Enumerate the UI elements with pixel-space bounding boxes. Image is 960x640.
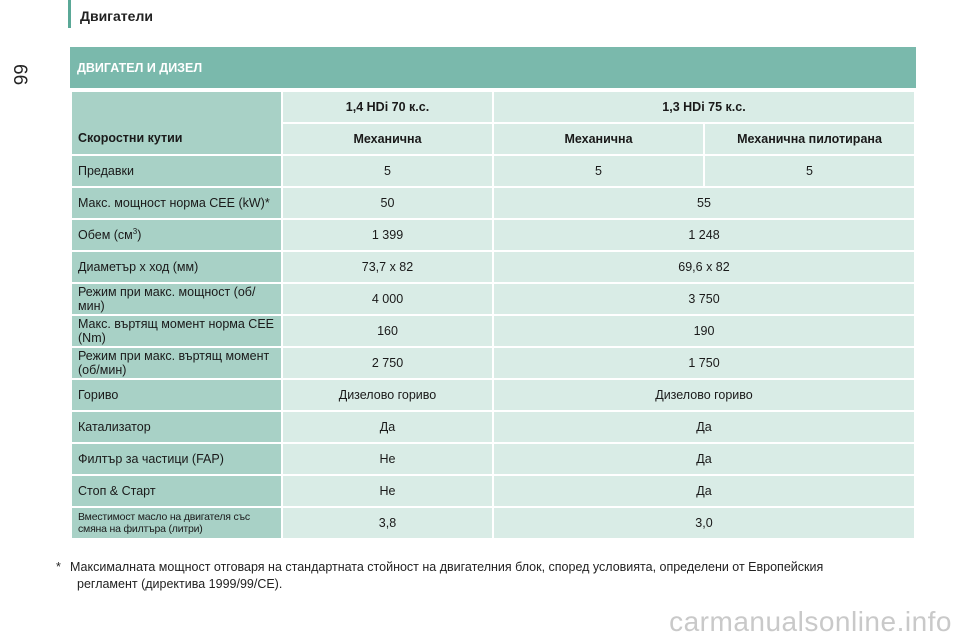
row-value: Не — [282, 443, 493, 475]
watermark: carmanualsonline.info — [669, 606, 952, 637]
row-label: Макс. мощност норма CEE (kW)* — [71, 187, 282, 219]
row-label: Макс. въртящ момент норма CEE (Nm) — [71, 315, 282, 347]
section-title: Двигатели — [80, 8, 153, 24]
table-row — [71, 379, 915, 411]
table-row — [71, 443, 915, 475]
footnote-marker: * — [56, 560, 61, 574]
table-row — [71, 315, 915, 347]
row-label-text: Обем (см — [78, 228, 133, 243]
gearbox-header: Механична — [282, 123, 493, 155]
row-value: Да — [282, 411, 493, 443]
row-value: Да — [493, 411, 915, 443]
row-label-suffix: ) — [137, 228, 142, 243]
row-label: Гориво — [71, 379, 282, 411]
row-value: 69,6 x 82 — [493, 251, 915, 283]
row-value: 4 000 — [282, 283, 493, 315]
footnote-line: Максималната мощност отговаря на стандартната стойност на двигателния блок, според условията, определени от Европейския — [70, 560, 824, 574]
row-value: Не — [282, 475, 493, 507]
footnote — [56, 559, 900, 593]
row-label: Вместимост масло на двигателя със смяна на филтъра (литри) — [71, 507, 282, 539]
engine-spec-table — [70, 47, 916, 540]
row-value: 50 — [282, 187, 493, 219]
page-number: 66 — [9, 64, 30, 86]
gearbox-header: Механична пилотирана — [704, 123, 915, 155]
engine-header: 1,4 HDi 70 к.с. — [282, 91, 493, 123]
table-row — [71, 475, 915, 507]
row-label: Режим при макс. мощност (об/мин) — [71, 283, 282, 315]
superscript: 3 — [132, 227, 138, 237]
row-value: Да — [493, 475, 915, 507]
row-label: Стоп & Старт — [71, 475, 282, 507]
row-label: Режим при макс. въртящ момент (об/мин) — [71, 347, 282, 379]
row-value: Дизелово гориво — [282, 379, 493, 411]
row-value: 1 248 — [493, 219, 915, 251]
table-row — [71, 187, 915, 219]
row-value: 160 — [282, 315, 493, 347]
row-label: Предавки — [71, 155, 282, 187]
row-value: 190 — [493, 315, 915, 347]
row-value: 55 — [493, 187, 915, 219]
row-value: 3,0 — [493, 507, 915, 539]
table-row — [71, 219, 915, 251]
row-value: 5 — [704, 155, 915, 187]
gearbox-header: Механична — [493, 123, 704, 155]
table-title: ДВИГАТЕЛ И ДИЗЕЛ — [70, 47, 916, 90]
row-label: Катализатор — [71, 411, 282, 443]
row-value: 5 — [493, 155, 704, 187]
engine-header: 1,3 HDi 75 к.с. — [493, 91, 915, 123]
row-value: 5 — [282, 155, 493, 187]
row-label: Диаметър x ход (мм) — [71, 251, 282, 283]
table-row — [71, 411, 915, 443]
row-value: Да — [493, 443, 915, 475]
row-label — [71, 219, 282, 251]
table-row — [71, 283, 915, 315]
row-label: Филтър за частици (FAP) — [71, 443, 282, 475]
gearbox-label: Скоростни кутии — [71, 91, 282, 155]
row-value: 2 750 — [282, 347, 493, 379]
row-value: 1 399 — [282, 219, 493, 251]
table-row — [71, 155, 915, 187]
row-value: 3 750 — [493, 283, 915, 315]
section-accent-bar — [68, 0, 71, 28]
row-value: 73,7 x 82 — [282, 251, 493, 283]
row-value: 1 750 — [493, 347, 915, 379]
row-value: Дизелово гориво — [493, 379, 915, 411]
table-row — [71, 347, 915, 379]
table-row — [71, 251, 915, 283]
footnote-line: регламент (директива 1999/99/CE). — [77, 577, 283, 591]
row-value: 3,8 — [282, 507, 493, 539]
table-row — [71, 507, 915, 539]
